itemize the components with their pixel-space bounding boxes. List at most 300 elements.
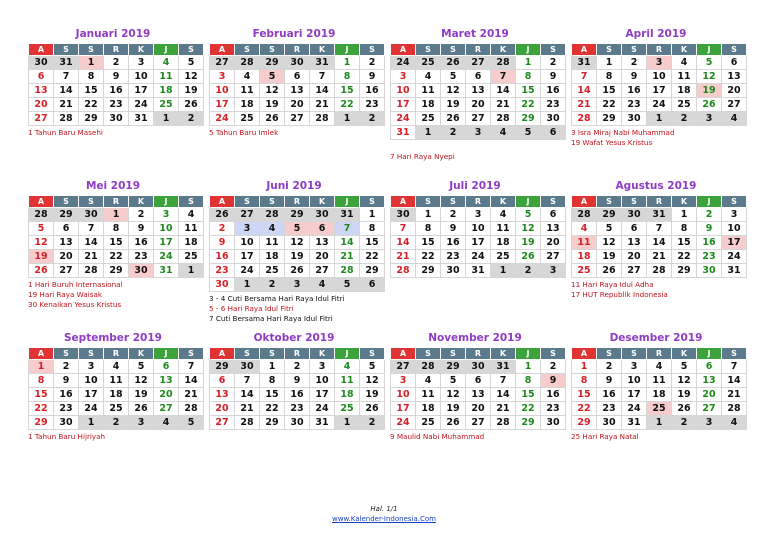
month-block (390, 27, 560, 162)
day-cell: 5 (129, 360, 154, 374)
day-cell: 23 (541, 98, 566, 112)
adjacent-month-day: 4 (722, 416, 747, 430)
month-title: November 2019 (428, 332, 522, 344)
day-cell: 28 (391, 264, 416, 278)
day-cell: 29 (572, 416, 597, 430)
day-cell: 12 (285, 236, 310, 250)
week-row (572, 264, 747, 278)
day-cell: 16 (129, 236, 154, 250)
month-table (28, 347, 204, 430)
day-cell: 4 (154, 56, 179, 70)
day-cell: 12 (179, 70, 204, 84)
weekday-header: R (285, 196, 310, 208)
day-cell: 9 (360, 70, 385, 84)
adjacent-month-day: 27 (391, 360, 416, 374)
holiday-notes (571, 128, 741, 148)
day-cell: 8 (79, 70, 104, 84)
day-cell: 15 (260, 388, 285, 402)
month-title: Oktober 2019 (253, 332, 335, 344)
adjacent-month-day: 3 (697, 112, 722, 126)
day-cell: 23 (697, 250, 722, 264)
weekday-header-row (391, 196, 566, 208)
day-cell: 4 (416, 70, 441, 84)
adjacent-month-day: 28 (29, 208, 54, 222)
day-cell: 2 (285, 360, 310, 374)
weekday-header-row (210, 348, 385, 360)
day-cell: 6 (541, 208, 566, 222)
day-cell: 22 (360, 250, 385, 264)
day-cell: 10 (622, 374, 647, 388)
day-cell: 14 (391, 236, 416, 250)
weekday-header: S (260, 44, 285, 56)
day-cell: 7 (722, 360, 747, 374)
day-cell: 26 (516, 250, 541, 264)
adjacent-month-day: 31 (491, 360, 516, 374)
day-cell: 19 (179, 84, 204, 98)
day-cell: 22 (416, 250, 441, 264)
day-cell: 20 (210, 402, 235, 416)
adjacent-month-day: 1 (335, 416, 360, 430)
day-cell: 12 (441, 84, 466, 98)
holiday-note (390, 142, 560, 152)
holiday-note: 19 Hari Raya Waisak (28, 290, 103, 299)
day-cell: 29 (360, 264, 385, 278)
weekday-header-row (29, 348, 204, 360)
day-cell: 3 (622, 360, 647, 374)
week-row (29, 416, 204, 430)
day-cell: 31 (154, 264, 179, 278)
day-cell: 12 (516, 222, 541, 236)
day-cell: 11 (154, 70, 179, 84)
day-cell: 17 (722, 236, 747, 250)
day-cell: 14 (491, 84, 516, 98)
week-row (391, 236, 566, 250)
day-cell: 16 (541, 84, 566, 98)
day-cell: 3 (647, 56, 672, 70)
weekday-header: J (154, 196, 179, 208)
weekday-header-row (29, 196, 204, 208)
day-cell: 15 (416, 236, 441, 250)
day-cell: 14 (647, 236, 672, 250)
day-cell: 17 (622, 388, 647, 402)
day-cell: 22 (104, 250, 129, 264)
day-cell: 18 (647, 388, 672, 402)
day-cell: 21 (572, 98, 597, 112)
weekday-header: S (179, 348, 204, 360)
day-cell: 6 (697, 360, 722, 374)
day-cell: 7 (491, 374, 516, 388)
day-cell: 22 (597, 98, 622, 112)
weekday-header: R (466, 44, 491, 56)
weekday-header: A (391, 348, 416, 360)
day-cell: 27 (154, 402, 179, 416)
day-cell: 17 (235, 250, 260, 264)
day-cell: 8 (597, 70, 622, 84)
day-cell: 8 (572, 374, 597, 388)
week-row (572, 112, 747, 126)
day-cell: 14 (179, 374, 204, 388)
adjacent-month-day: 1 (79, 416, 104, 430)
weekday-header: R (104, 44, 129, 56)
day-cell: 22 (672, 250, 697, 264)
month-title: Juli 2019 (449, 180, 501, 192)
adjacent-month-day: 3 (541, 264, 566, 278)
day-cell: 29 (79, 112, 104, 126)
day-cell: 25 (416, 416, 441, 430)
day-cell: 4 (491, 208, 516, 222)
day-cell: 14 (335, 236, 360, 250)
weekday-header: R (647, 44, 672, 56)
day-cell: 17 (466, 236, 491, 250)
day-cell: 2 (360, 56, 385, 70)
weekday-header: S (54, 196, 79, 208)
holiday-note: 11 Hari Raya Idul Adha (571, 280, 654, 289)
day-cell: 11 (672, 70, 697, 84)
weekday-header: R (285, 348, 310, 360)
day-cell: 20 (310, 250, 335, 264)
weekday-header-row (572, 196, 747, 208)
holiday-note: 1 Tahun Baru Masehi (28, 128, 103, 137)
day-cell: 26 (441, 416, 466, 430)
adjacent-month-day: 6 (360, 278, 385, 292)
month-table (571, 43, 747, 126)
day-cell: 1 (672, 208, 697, 222)
day-cell: 2 (441, 208, 466, 222)
day-cell: 1 (597, 56, 622, 70)
weekday-header: S (597, 44, 622, 56)
weekday-header: S (416, 44, 441, 56)
day-cell: 19 (441, 402, 466, 416)
day-cell: 10 (154, 222, 179, 236)
week-row (210, 112, 385, 126)
day-cell: 16 (54, 388, 79, 402)
day-cell: 25 (491, 250, 516, 264)
adjacent-month-day: 2 (672, 416, 697, 430)
day-cell: 12 (29, 236, 54, 250)
day-cell: 19 (29, 250, 54, 264)
day-cell: 23 (597, 402, 622, 416)
day-cell: 23 (541, 402, 566, 416)
day-cell: 24 (622, 402, 647, 416)
day-cell: 6 (466, 374, 491, 388)
day-cell: 29 (516, 112, 541, 126)
day-cell: 10 (391, 388, 416, 402)
day-cell: 30 (285, 416, 310, 430)
day-cell: 18 (104, 388, 129, 402)
page-number: Hal. 1/1 (370, 505, 398, 513)
adjacent-month-day: 30 (466, 360, 491, 374)
day-cell: 30 (541, 112, 566, 126)
holiday-notes (28, 432, 198, 442)
adjacent-month-day: 3 (697, 416, 722, 430)
day-cell: 12 (129, 374, 154, 388)
week-row (572, 416, 747, 430)
adjacent-month-day: 6 (541, 126, 566, 140)
holiday-note: 9 Maulid Nabi Muhammad (390, 432, 485, 441)
holiday-note: 5 Tahun Baru Imlek (209, 128, 279, 137)
day-cell: 21 (335, 250, 360, 264)
day-cell: 20 (697, 388, 722, 402)
weekday-header: K (491, 44, 516, 56)
day-cell: 23 (441, 250, 466, 264)
weekday-header: R (285, 44, 310, 56)
day-cell: 1 (516, 56, 541, 70)
day-cell: 21 (391, 250, 416, 264)
day-cell: 30 (129, 264, 154, 278)
day-cell: 6 (310, 222, 335, 236)
adjacent-month-day: 4 (310, 278, 335, 292)
month-block (571, 331, 741, 442)
week-row (29, 374, 204, 388)
day-cell: 13 (310, 236, 335, 250)
day-cell: 5 (179, 56, 204, 70)
day-cell: 7 (647, 222, 672, 236)
month-table (390, 347, 566, 430)
day-cell: 11 (647, 374, 672, 388)
day-cell: 11 (491, 222, 516, 236)
day-cell: 24 (466, 250, 491, 264)
weekday-header: K (491, 196, 516, 208)
day-cell: 24 (235, 264, 260, 278)
day-cell: 13 (210, 388, 235, 402)
day-cell: 31 (391, 126, 416, 140)
holiday-note: 5 - 6 Hari Raya Idul Fitri (209, 304, 294, 313)
week-row (391, 264, 566, 278)
weekday-header: S (541, 348, 566, 360)
day-cell: 24 (391, 112, 416, 126)
week-row (391, 360, 566, 374)
day-cell: 13 (54, 236, 79, 250)
day-cell: 26 (260, 112, 285, 126)
day-cell: 17 (310, 388, 335, 402)
month-block (209, 27, 379, 138)
day-cell: 8 (672, 222, 697, 236)
weekday-header: A (572, 348, 597, 360)
day-cell: 3 (129, 56, 154, 70)
day-cell: 11 (260, 236, 285, 250)
day-cell: 13 (466, 84, 491, 98)
day-cell: 12 (441, 388, 466, 402)
adjacent-month-day: 26 (441, 56, 466, 70)
day-cell: 2 (597, 360, 622, 374)
day-cell: 22 (79, 98, 104, 112)
day-cell: 15 (104, 236, 129, 250)
day-cell: 20 (54, 250, 79, 264)
day-cell: 7 (179, 360, 204, 374)
day-cell: 16 (541, 388, 566, 402)
day-cell: 16 (360, 84, 385, 98)
day-cell: 29 (672, 264, 697, 278)
weekday-header: S (79, 44, 104, 56)
week-row (391, 388, 566, 402)
day-cell: 1 (572, 360, 597, 374)
day-cell: 27 (210, 416, 235, 430)
week-row (210, 278, 385, 292)
day-cell: 6 (285, 70, 310, 84)
day-cell: 17 (154, 236, 179, 250)
week-row (210, 56, 385, 70)
month-block (390, 179, 560, 280)
day-cell: 28 (572, 112, 597, 126)
day-cell: 4 (260, 222, 285, 236)
weekday-header: S (360, 44, 385, 56)
day-cell: 21 (79, 250, 104, 264)
adjacent-month-day: 31 (310, 56, 335, 70)
week-row (210, 84, 385, 98)
day-cell: 10 (722, 222, 747, 236)
adjacent-month-day: 24 (391, 56, 416, 70)
day-cell: 2 (54, 360, 79, 374)
day-cell: 27 (722, 98, 747, 112)
holiday-note: 7 Hari Raya Nyepi (390, 152, 455, 161)
day-cell: 11 (104, 374, 129, 388)
day-cell: 10 (235, 236, 260, 250)
day-cell: 12 (697, 70, 722, 84)
week-row (210, 360, 385, 374)
week-row (572, 84, 747, 98)
day-cell: 29 (597, 112, 622, 126)
weekday-header: J (697, 348, 722, 360)
day-cell: 15 (335, 84, 360, 98)
day-cell: 16 (622, 84, 647, 98)
weekday-header: R (647, 348, 672, 360)
day-cell: 31 (310, 416, 335, 430)
adjacent-month-day: 28 (260, 208, 285, 222)
day-cell: 20 (622, 250, 647, 264)
weekday-header: K (310, 348, 335, 360)
weekday-header: S (235, 44, 260, 56)
day-cell: 22 (572, 402, 597, 416)
day-cell: 21 (722, 388, 747, 402)
day-cell: 24 (310, 402, 335, 416)
day-cell: 4 (335, 360, 360, 374)
week-row (210, 70, 385, 84)
week-row (210, 388, 385, 402)
day-cell: 29 (260, 416, 285, 430)
day-cell: 19 (129, 388, 154, 402)
adjacent-month-day: 1 (491, 264, 516, 278)
adjacent-month-day: 31 (54, 56, 79, 70)
day-cell: 6 (622, 222, 647, 236)
weekday-header: S (260, 348, 285, 360)
weekday-header: S (54, 348, 79, 360)
day-cell: 24 (391, 416, 416, 430)
day-cell: 11 (416, 388, 441, 402)
adjacent-month-day: 27 (210, 56, 235, 70)
day-cell: 26 (285, 264, 310, 278)
day-cell: 1 (104, 208, 129, 222)
day-cell: 28 (310, 112, 335, 126)
weekday-header-row (210, 44, 385, 56)
weekday-header: S (441, 348, 466, 360)
day-cell: 29 (516, 416, 541, 430)
day-cell: 30 (54, 416, 79, 430)
day-cell: 23 (622, 98, 647, 112)
day-cell: 26 (179, 98, 204, 112)
weekday-header: A (29, 196, 54, 208)
day-cell: 29 (104, 264, 129, 278)
day-cell: 24 (647, 98, 672, 112)
adjacent-month-day: 30 (391, 208, 416, 222)
week-row (572, 374, 747, 388)
day-cell: 9 (541, 70, 566, 84)
day-cell: 3 (79, 360, 104, 374)
day-cell: 14 (722, 374, 747, 388)
adjacent-month-day: 30 (622, 208, 647, 222)
day-cell: 2 (210, 222, 235, 236)
day-cell: 24 (154, 250, 179, 264)
day-cell: 9 (129, 222, 154, 236)
holiday-note: 25 Hari Raya Natal (571, 432, 639, 441)
day-cell: 15 (672, 236, 697, 250)
month-title: Mei 2019 (85, 180, 141, 192)
day-cell: 6 (466, 70, 491, 84)
day-cell: 27 (466, 416, 491, 430)
day-cell: 30 (622, 112, 647, 126)
adjacent-month-day: 30 (29, 56, 54, 70)
week-row (29, 236, 204, 250)
day-cell: 20 (466, 98, 491, 112)
adjacent-month-day: 4 (722, 112, 747, 126)
day-cell: 16 (104, 84, 129, 98)
weekday-header: S (54, 44, 79, 56)
day-cell: 4 (572, 222, 597, 236)
day-cell: 19 (360, 388, 385, 402)
weekday-header: K (129, 44, 154, 56)
week-row (391, 222, 566, 236)
day-cell: 27 (466, 112, 491, 126)
adjacent-month-day: 27 (466, 56, 491, 70)
week-row (210, 250, 385, 264)
day-cell: 26 (697, 98, 722, 112)
day-cell: 24 (79, 402, 104, 416)
adjacent-month-day: 28 (572, 208, 597, 222)
website-link[interactable]: www.Kalender-Indonesia.Com (332, 515, 436, 523)
day-cell: 18 (416, 98, 441, 112)
weekday-header: S (622, 348, 647, 360)
week-row (391, 84, 566, 98)
week-row (572, 236, 747, 250)
day-cell: 18 (260, 250, 285, 264)
weekday-header-row (210, 196, 385, 208)
weekday-header: J (335, 348, 360, 360)
week-row (572, 388, 747, 402)
day-cell: 9 (622, 70, 647, 84)
adjacent-month-day: 1 (647, 416, 672, 430)
day-cell: 1 (360, 208, 385, 222)
day-cell: 17 (79, 388, 104, 402)
day-cell: 28 (647, 264, 672, 278)
month-table (571, 347, 747, 430)
month-block (28, 331, 198, 442)
day-cell: 13 (466, 388, 491, 402)
day-cell: 30 (697, 264, 722, 278)
day-cell: 14 (235, 388, 260, 402)
month-block (571, 179, 741, 300)
day-cell: 20 (154, 388, 179, 402)
day-cell: 23 (104, 98, 129, 112)
holiday-notes (28, 128, 198, 138)
day-cell: 17 (391, 402, 416, 416)
day-cell: 21 (54, 98, 79, 112)
holiday-note: 3 - 4 Cuti Bersama Hari Raya Idul Fitri (209, 294, 345, 303)
adjacent-month-day: 28 (235, 56, 260, 70)
day-cell: 8 (104, 222, 129, 236)
day-cell: 4 (235, 70, 260, 84)
day-cell: 10 (647, 70, 672, 84)
day-cell: 30 (210, 278, 235, 292)
week-row (210, 264, 385, 278)
